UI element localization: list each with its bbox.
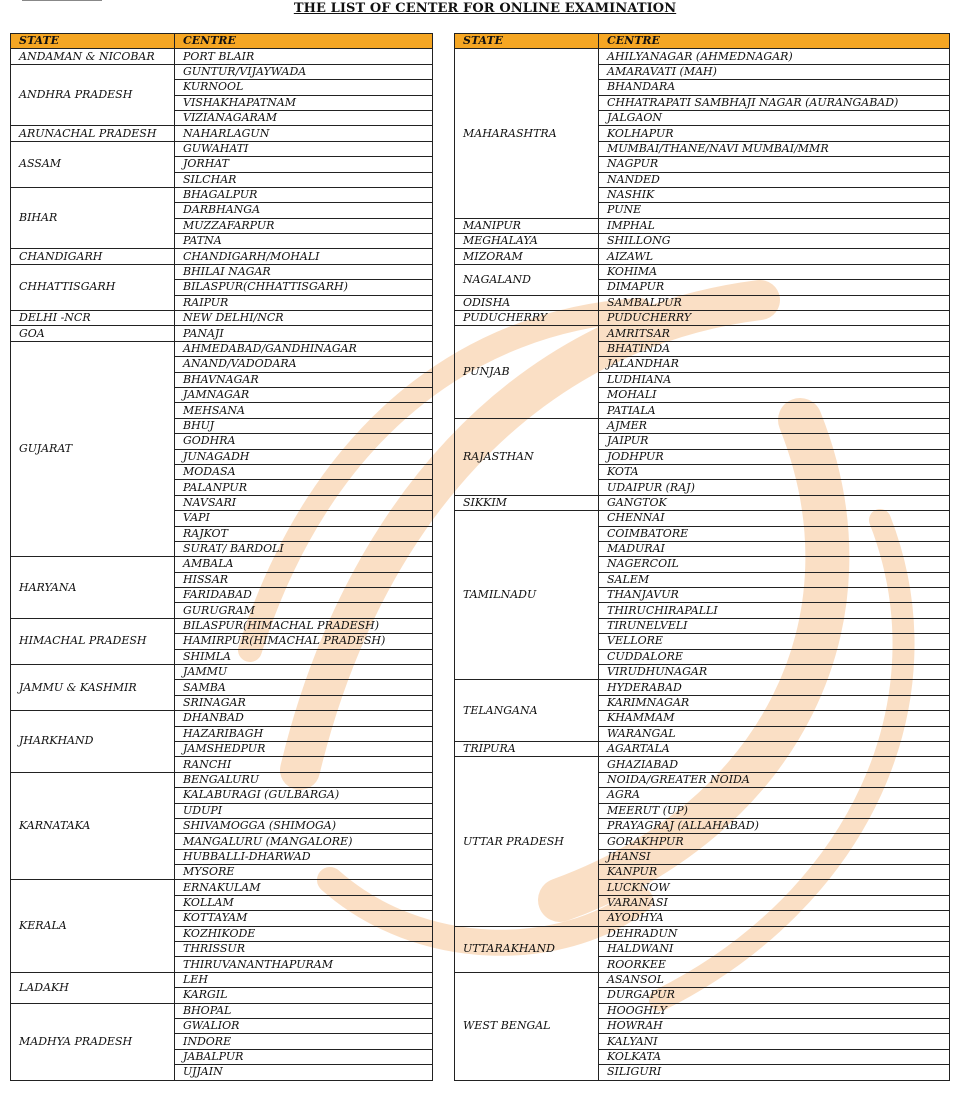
table-body	[11, 49, 433, 1080]
state-cell: CHANDIGARH	[11, 249, 175, 264]
centre-cell: KOTTAYAM	[175, 911, 433, 926]
centre-column-header: CENTRE	[599, 34, 950, 49]
state-cell: HARYANA	[11, 557, 175, 619]
table-row	[455, 741, 950, 756]
table-header-row	[11, 34, 433, 49]
table-row	[11, 187, 433, 202]
centre-cell: PUNE	[599, 203, 950, 218]
centre-cell: GWALIOR	[175, 1019, 433, 1034]
centre-cell: VELLORE	[599, 634, 950, 649]
centre-cell: DURGAPUR	[599, 988, 950, 1003]
table-row	[455, 218, 950, 233]
centre-cell: MODASA	[175, 464, 433, 479]
centre-cell: RANCHI	[175, 757, 433, 772]
state-cell: MANIPUR	[455, 218, 599, 233]
centre-cell: PORT BLAIR	[175, 49, 433, 64]
centre-cell: AJMER	[599, 418, 950, 433]
table-row	[11, 772, 433, 787]
centre-cell: COIMBATORE	[599, 526, 950, 541]
centre-cell: HOWRAH	[599, 1019, 950, 1034]
centre-cell: SHIMLA	[175, 649, 433, 664]
centre-cell: BHATINDA	[599, 341, 950, 356]
table-row	[455, 49, 950, 64]
centre-cell: IMPHAL	[599, 218, 950, 233]
state-cell: TRIPURA	[455, 741, 599, 756]
state-cell: GUJARAT	[11, 341, 175, 556]
state-cell: ANDAMAN & NICOBAR	[11, 49, 175, 64]
table-row	[455, 326, 950, 341]
centre-cell: PATIALA	[599, 403, 950, 418]
table-row	[11, 341, 433, 356]
centre-cell: KANPUR	[599, 865, 950, 880]
centre-cell: GANGTOK	[599, 495, 950, 510]
table-row	[455, 680, 950, 695]
table-row	[11, 264, 433, 279]
centre-cell: MANGALURU (MANGALORE)	[175, 834, 433, 849]
state-cell: HIMACHAL PRADESH	[11, 618, 175, 664]
centre-cell: AHMEDABAD/GANDHINAGAR	[175, 341, 433, 356]
state-cell: UTTAR PRADESH	[455, 757, 599, 926]
centre-cell: PANAJI	[175, 326, 433, 341]
state-cell: MIZORAM	[455, 249, 599, 264]
centre-cell: GODHRA	[175, 434, 433, 449]
centre-cell: CHANDIGARH/MOHALI	[175, 249, 433, 264]
centre-cell: SALEM	[599, 572, 950, 587]
centre-cell: GUNTUR/VIJAYWADA	[175, 64, 433, 79]
centre-cell: KARIMNAGAR	[599, 695, 950, 710]
centre-cell: JAIPUR	[599, 434, 950, 449]
centre-cell: AHILYANAGAR (AHMEDNAGAR)	[599, 49, 950, 64]
centre-cell: BHAGALPUR	[175, 187, 433, 202]
centre-table-left	[10, 33, 433, 1081]
centre-cell: HISSAR	[175, 572, 433, 587]
table-row	[11, 972, 433, 987]
table-row	[455, 311, 950, 326]
centre-cell: SHIVAMOGGA (SHIMOGA)	[175, 818, 433, 833]
centre-cell: NAGERCOIL	[599, 557, 950, 572]
centre-cell: VARANASI	[599, 895, 950, 910]
state-cell: TAMILNADU	[455, 511, 599, 680]
centre-cell: HALDWANI	[599, 942, 950, 957]
centre-cell: SURAT/ BARDOLI	[175, 541, 433, 556]
centre-cell: AMBALA	[175, 557, 433, 572]
table-row	[455, 234, 950, 249]
centre-cell: TIRUNELVELI	[599, 618, 950, 633]
centre-cell: KOLLAM	[175, 895, 433, 910]
table-row	[11, 665, 433, 680]
centre-cell: NOIDA/GREATER NOIDA	[599, 772, 950, 787]
centre-cell: NEW DELHI/NCR	[175, 311, 433, 326]
centre-cell: VAPI	[175, 511, 433, 526]
table-row	[455, 295, 950, 310]
centre-cell: DARBHANGA	[175, 203, 433, 218]
centre-cell: LEH	[175, 972, 433, 987]
table-row	[455, 972, 950, 987]
table-row	[11, 880, 433, 895]
centre-cell: JALANDHAR	[599, 357, 950, 372]
centre-cell: KHAMMAM	[599, 711, 950, 726]
centre-cell: MEHSANA	[175, 403, 433, 418]
centre-cell: SAMBALPUR	[599, 295, 950, 310]
centre-cell: PUDUCHERRY	[599, 311, 950, 326]
centre-cell: PALANPUR	[175, 480, 433, 495]
centre-cell: MUZZAFARPUR	[175, 218, 433, 233]
table-header-row	[455, 34, 950, 49]
centre-cell: HYDERABAD	[599, 680, 950, 695]
centre-cell: SRINAGAR	[175, 695, 433, 710]
centre-cell: NASHIK	[599, 187, 950, 202]
centre-cell: MUMBAI/THANE/NAVI MUMBAI/MMR	[599, 141, 950, 156]
table-row	[11, 141, 433, 156]
table-row	[11, 49, 433, 64]
centre-cell: PRAYAGRAJ (ALLAHABAD)	[599, 818, 950, 833]
centre-cell: KARGIL	[175, 988, 433, 1003]
centre-cell: DHANBAD	[175, 711, 433, 726]
centre-cell: MADURAI	[599, 541, 950, 556]
centre-cell: VIZIANAGARAM	[175, 110, 433, 125]
centre-cell: INDORE	[175, 1034, 433, 1049]
centre-cell: AGARTALA	[599, 741, 950, 756]
centre-cell: PATNA	[175, 234, 433, 249]
table-row	[11, 557, 433, 572]
centre-cell: HUBBALLI-DHARWAD	[175, 849, 433, 864]
page-title: THE LIST OF CENTER FOR ONLINE EXAMINATION	[293, 1, 677, 16]
centre-cell: BHANDARA	[599, 80, 950, 95]
state-cell: CHHATTISGARH	[11, 264, 175, 310]
centre-cell: KOTA	[599, 464, 950, 479]
centre-cell: KOLHAPUR	[599, 126, 950, 141]
centre-cell: AIZAWL	[599, 249, 950, 264]
centre-cell: THIRUCHIRAPALLI	[599, 603, 950, 618]
state-cell: LADAKH	[11, 972, 175, 1003]
state-cell: ANDHRA PRADESH	[11, 64, 175, 126]
state-cell: ARUNACHAL PRADESH	[11, 126, 175, 141]
centre-cell: UJJAIN	[175, 1065, 433, 1080]
state-cell: ODISHA	[455, 295, 599, 310]
centre-cell: UDAIPUR (RAJ)	[599, 480, 950, 495]
centre-cell: VISHAKHAPATNAM	[175, 95, 433, 110]
centre-cell: LUCKNOW	[599, 880, 950, 895]
centre-cell: CHHATRAPATI SAMBHAJI NAGAR (AURANGABAD)	[599, 95, 950, 110]
state-column-header: STATE	[455, 34, 599, 49]
state-cell: TELANGANA	[455, 680, 599, 742]
centre-cell: THRISSUR	[175, 942, 433, 957]
centre-cell: JORHAT	[175, 157, 433, 172]
table-row	[455, 511, 950, 526]
centre-cell: GURUGRAM	[175, 603, 433, 618]
state-cell: ASSAM	[11, 141, 175, 187]
centre-cell: KOHIMA	[599, 264, 950, 279]
table-row	[11, 711, 433, 726]
centre-cell: BHILAI NAGAR	[175, 264, 433, 279]
centre-cell: JAMNAGAR	[175, 387, 433, 402]
centre-cell: KOLKATA	[599, 1049, 950, 1064]
centre-cell: KURNOOL	[175, 80, 433, 95]
centre-cell: NAVSARI	[175, 495, 433, 510]
centre-cell: ROORKEE	[599, 957, 950, 972]
centre-cell: UDUPI	[175, 803, 433, 818]
centre-cell: KALABURAGI (GULBARGA)	[175, 788, 433, 803]
centre-cell: SHILLONG	[599, 234, 950, 249]
centre-cell: KALYANI	[599, 1034, 950, 1049]
table-row	[455, 495, 950, 510]
centre-cell: BHOPAL	[175, 1003, 433, 1018]
centre-cell: JUNAGADH	[175, 449, 433, 464]
state-cell: JHARKHAND	[11, 711, 175, 773]
table-row	[455, 418, 950, 433]
centre-cell: RAIPUR	[175, 295, 433, 310]
centre-cell: LUDHIANA	[599, 372, 950, 387]
centre-cell: SAMBA	[175, 680, 433, 695]
centre-cell: GHAZIABAD	[599, 757, 950, 772]
centre-cell: NAGPUR	[599, 157, 950, 172]
table-row	[11, 1003, 433, 1018]
centre-cell: BILASPUR(CHHATTISGARH)	[175, 280, 433, 295]
centre-cell: VIRUDHUNAGAR	[599, 665, 950, 680]
table-row	[11, 311, 433, 326]
centre-cell: ERNAKULAM	[175, 880, 433, 895]
centre-cell: DEHRADUN	[599, 926, 950, 941]
table-row	[455, 926, 950, 941]
centre-cell: KOZHIKODE	[175, 926, 433, 941]
state-cell: SIKKIM	[455, 495, 599, 510]
centre-cell: AMARAVATI (MAH)	[599, 64, 950, 79]
centre-cell: HAZARIBAGH	[175, 726, 433, 741]
table-row	[11, 126, 433, 141]
state-cell: RAJASTHAN	[455, 418, 599, 495]
table-row	[11, 618, 433, 633]
centre-cell: GUWAHATI	[175, 141, 433, 156]
state-cell: UTTARAKHAND	[455, 926, 599, 972]
state-cell: DELHI -NCR	[11, 311, 175, 326]
centre-cell: THIRUVANANTHAPURAM	[175, 957, 433, 972]
state-cell: KARNATAKA	[11, 772, 175, 880]
centre-cell: HAMIRPUR(HIMACHAL PRADESH)	[175, 634, 433, 649]
state-cell: JAMMU & KASHMIR	[11, 665, 175, 711]
centre-table-right	[454, 33, 950, 1081]
table-row	[11, 249, 433, 264]
table-row	[11, 326, 433, 341]
centre-cell: MEERUT (UP)	[599, 803, 950, 818]
centre-cell: NANDED	[599, 172, 950, 187]
centre-cell: AMRITSAR	[599, 326, 950, 341]
table-row	[455, 757, 950, 772]
state-cell: WEST BENGAL	[455, 972, 599, 1080]
centre-cell: BILASPUR(HIMACHAL PRADESH)	[175, 618, 433, 633]
centre-cell: CUDDALORE	[599, 649, 950, 664]
state-cell: MADHYA PRADESH	[11, 1003, 175, 1080]
table-body	[455, 49, 950, 1080]
state-cell: MEGHALAYA	[455, 234, 599, 249]
centre-cell: WARANGAL	[599, 726, 950, 741]
state-cell: BIHAR	[11, 187, 175, 249]
state-cell: GOA	[11, 326, 175, 341]
state-cell: MAHARASHTRA	[455, 49, 599, 218]
state-cell: PUNJAB	[455, 326, 599, 418]
centre-column-header: CENTRE	[175, 34, 433, 49]
centre-cell: SILCHAR	[175, 172, 433, 187]
centre-cell: BENGALURU	[175, 772, 433, 787]
state-cell: NAGALAND	[455, 264, 599, 295]
table-row	[455, 249, 950, 264]
state-column-header: STATE	[11, 34, 175, 49]
centre-cell: JAMSHEDPUR	[175, 741, 433, 756]
centre-cell: ASANSOL	[599, 972, 950, 987]
centre-cell: AYODHYA	[599, 911, 950, 926]
centre-cell: JHANSI	[599, 849, 950, 864]
centre-cell: MYSORE	[175, 865, 433, 880]
table-row	[11, 64, 433, 79]
centre-cell: JAMMU	[175, 665, 433, 680]
centre-cell: FARIDABAD	[175, 588, 433, 603]
table-row	[455, 264, 950, 279]
centre-cell: CHENNAI	[599, 511, 950, 526]
centre-cell: DIMAPUR	[599, 280, 950, 295]
centre-cell: GORAKHPUR	[599, 834, 950, 849]
centre-cell: JALGAON	[599, 110, 950, 125]
centre-cell: AGRA	[599, 788, 950, 803]
centre-cell: BHUJ	[175, 418, 433, 433]
centre-cell: JABALPUR	[175, 1049, 433, 1064]
state-cell: KERALA	[11, 880, 175, 972]
centre-cell: SILIGURI	[599, 1065, 950, 1080]
centre-cell: MOHALI	[599, 387, 950, 402]
centre-cell: THANJAVUR	[599, 588, 950, 603]
centre-cell: BHAVNAGAR	[175, 372, 433, 387]
centre-cell: ANAND/VADODARA	[175, 357, 433, 372]
centre-cell: RAJKOT	[175, 526, 433, 541]
centre-cell: HOOGHLY	[599, 1003, 950, 1018]
centre-cell: NAHARLAGUN	[175, 126, 433, 141]
centre-cell: JODHPUR	[599, 449, 950, 464]
state-cell: PUDUCHERRY	[455, 311, 599, 326]
